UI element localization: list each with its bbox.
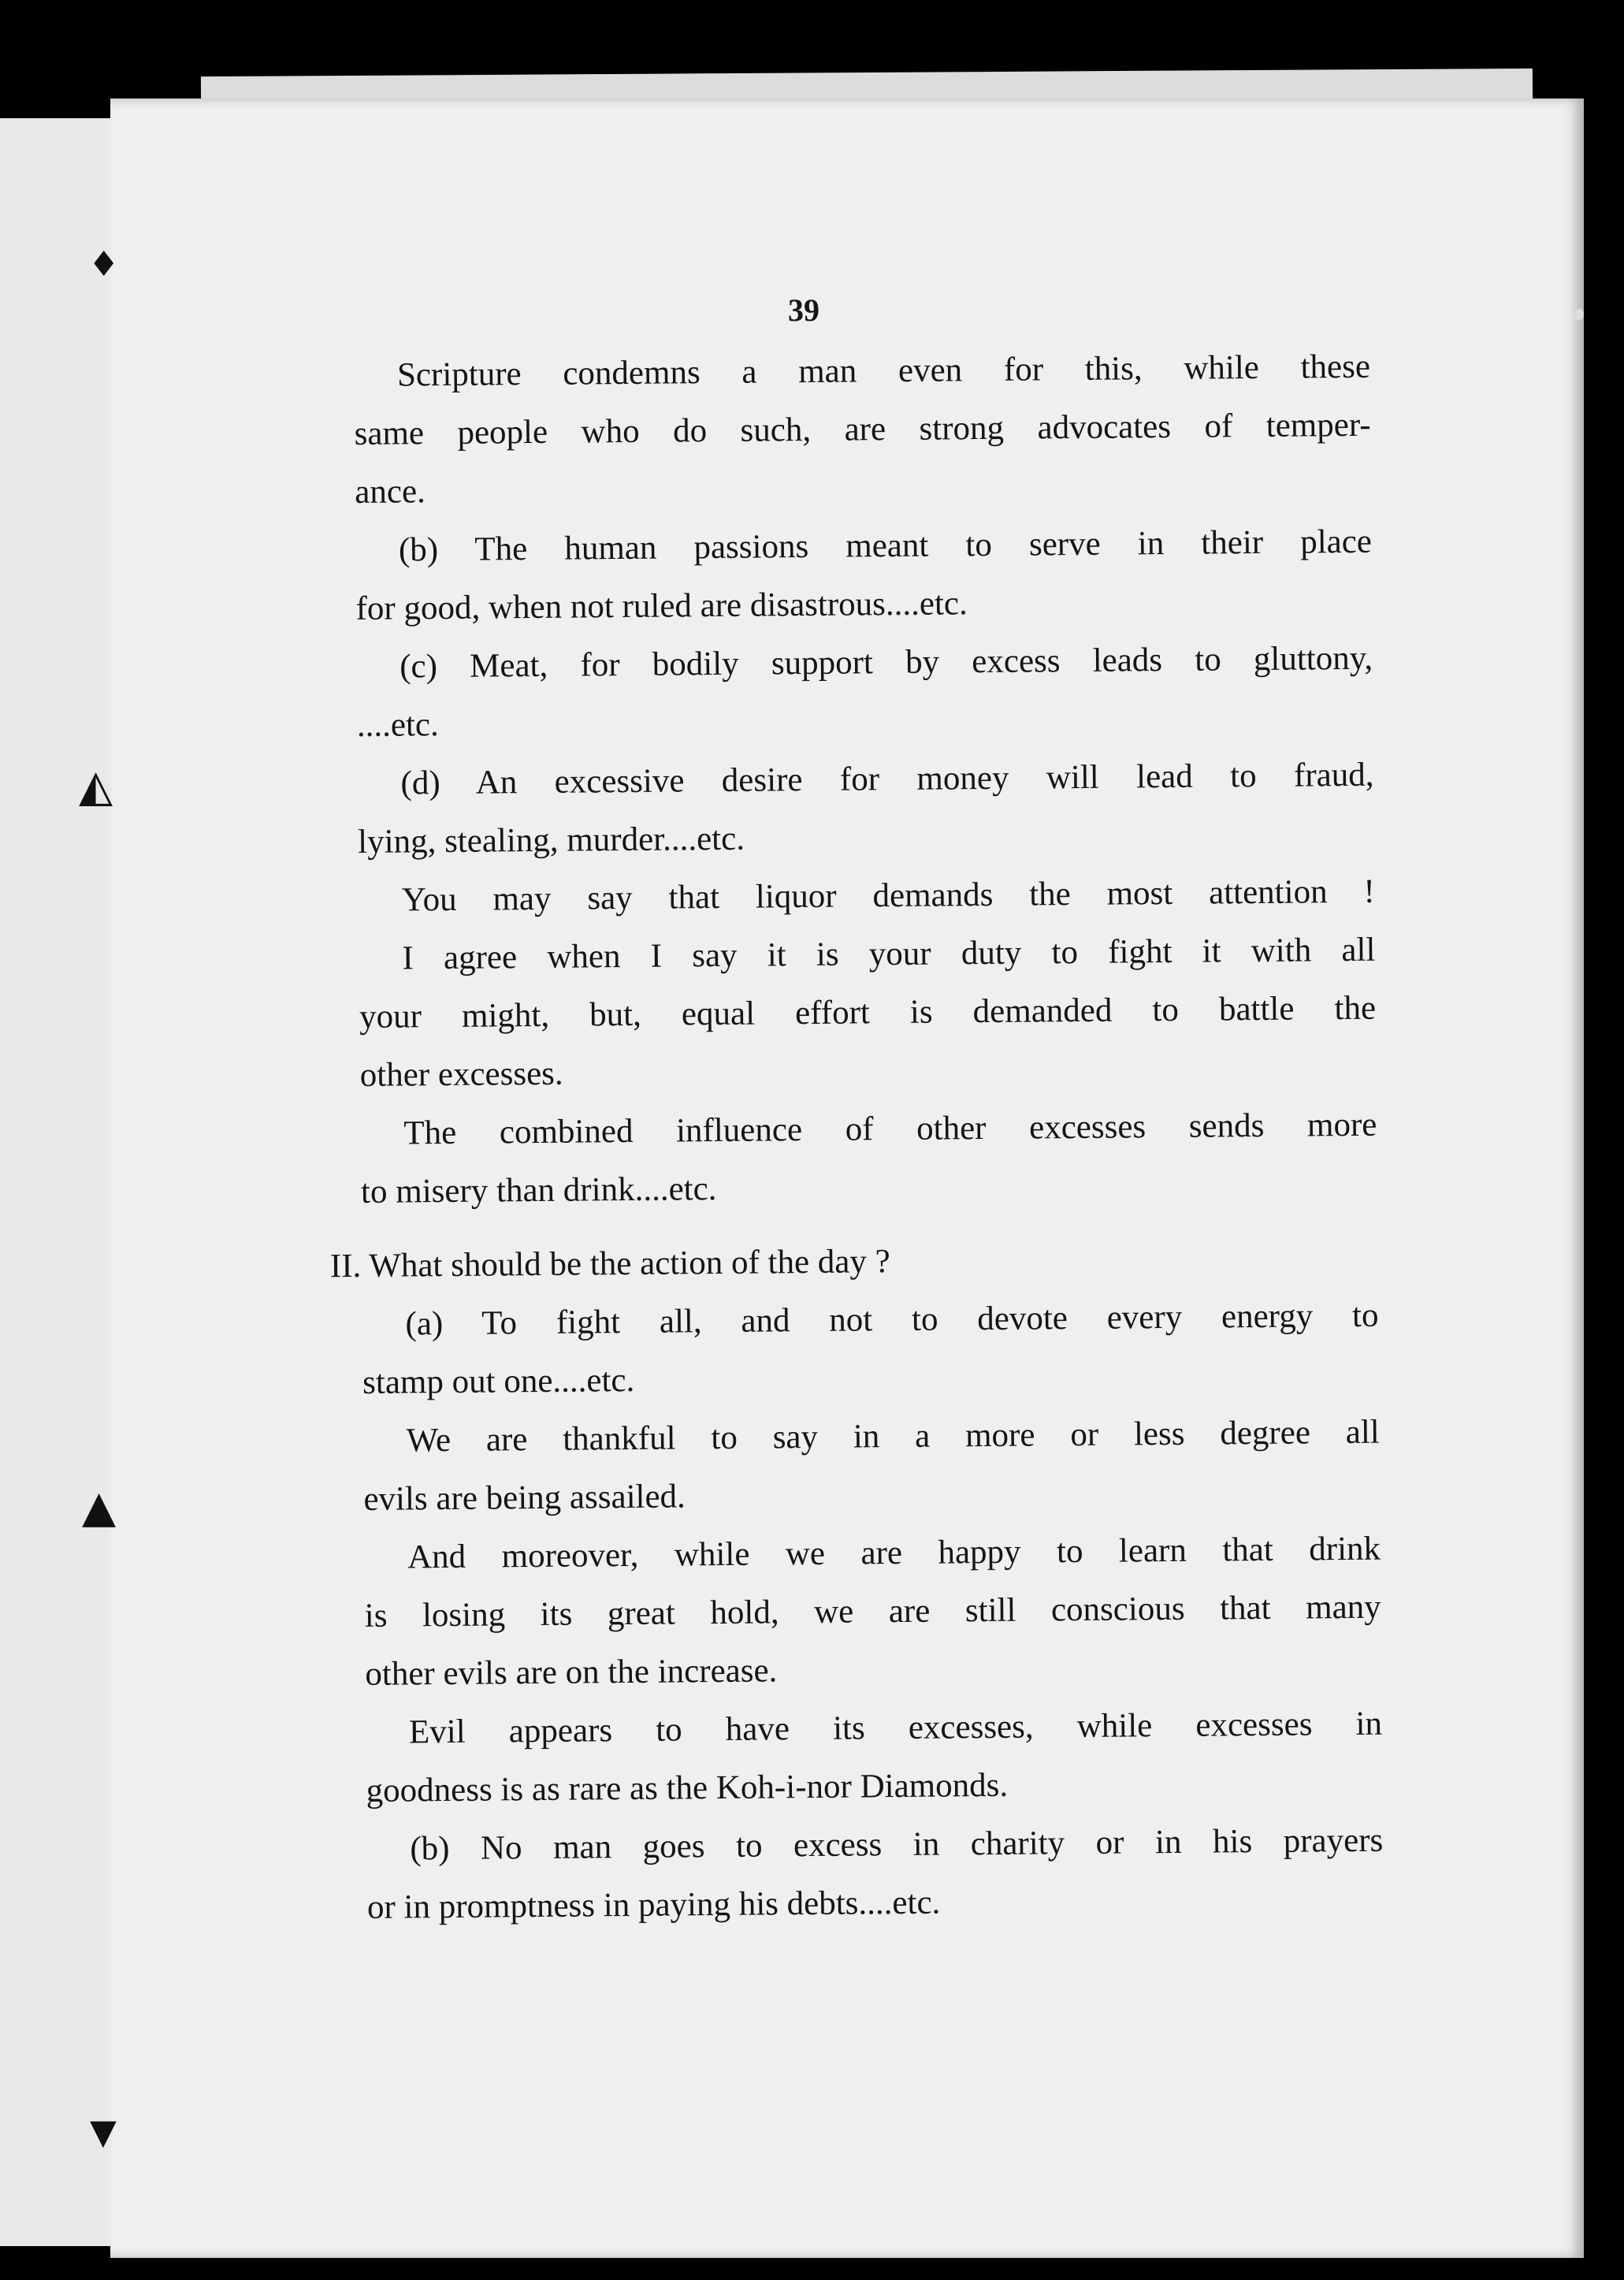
text-line: (d) An excessive desire for money will lead to fraud,	[400, 756, 1374, 802]
text-line: Evil appears to have its excesses, while excesses in	[408, 1705, 1383, 1751]
text-line: stamp out one....etc.	[362, 1361, 635, 1401]
text-line: Scripture condemns a man even for this, while these	[396, 348, 1371, 394]
text-line: (c) Meat, for bodily support by excess leads to gluttony,	[399, 639, 1373, 686]
text-line: same people who do such, are strong advocates of temper-	[354, 406, 1371, 452]
binding-clip-icon: ▲	[82, 1482, 117, 1533]
text-line: You may say that liquor demands the most attention !	[401, 872, 1375, 919]
text-line: I agree when I say it is your duty to fight it with all	[402, 931, 1376, 977]
text-line: your might, but, equal effort is demanded to battle the	[359, 989, 1377, 1036]
text-line: And moreover, while we are happy to learn that drink	[407, 1530, 1381, 1576]
text-line: lying, stealing, murder....etc.	[357, 820, 745, 861]
text-line: (b) No man goes to excess in charity or in his prayers	[410, 1821, 1384, 1868]
binding-clip-icon: ◭	[79, 761, 113, 812]
text-line: (b) The human passions meant to serve in their place	[398, 523, 1373, 569]
page-body-text	[329, 275, 1384, 1937]
facing-page-edge	[0, 118, 115, 2246]
page-number: 39	[788, 292, 819, 328]
text-line: other evils are on the increase.	[365, 1652, 778, 1693]
text-line: We are thankful to say in a more or less degree all	[406, 1413, 1380, 1460]
binding-clip-icon: ♦	[88, 244, 120, 285]
binding-clip-icon: ▼	[90, 2112, 117, 2152]
text-line: is losing its great hold, we are still conscious that many	[364, 1588, 1381, 1635]
section-heading: II. What should be the action of the day ?	[329, 1243, 890, 1285]
text-line: to misery than drink....etc.	[360, 1170, 717, 1211]
text-line: The combined influence of other excesses sends more	[403, 1106, 1377, 1152]
scan-dot-mark	[1574, 309, 1584, 320]
text-line: ance.	[355, 473, 426, 511]
text-line: other excesses.	[359, 1054, 563, 1094]
text-line: or in promptness in paying his debts....etc.	[366, 1884, 941, 1926]
text-line: for good, when not ruled are disastrous....etc.	[355, 585, 968, 627]
text-line: evils are being assailed.	[363, 1478, 686, 1518]
text-line: ....etc.	[356, 706, 439, 744]
text-line: goodness is as rare as the Koh-i-nor Diamonds.	[366, 1766, 1009, 1809]
text-line: (a) To fight all, and not to devote every energy to	[405, 1296, 1379, 1343]
